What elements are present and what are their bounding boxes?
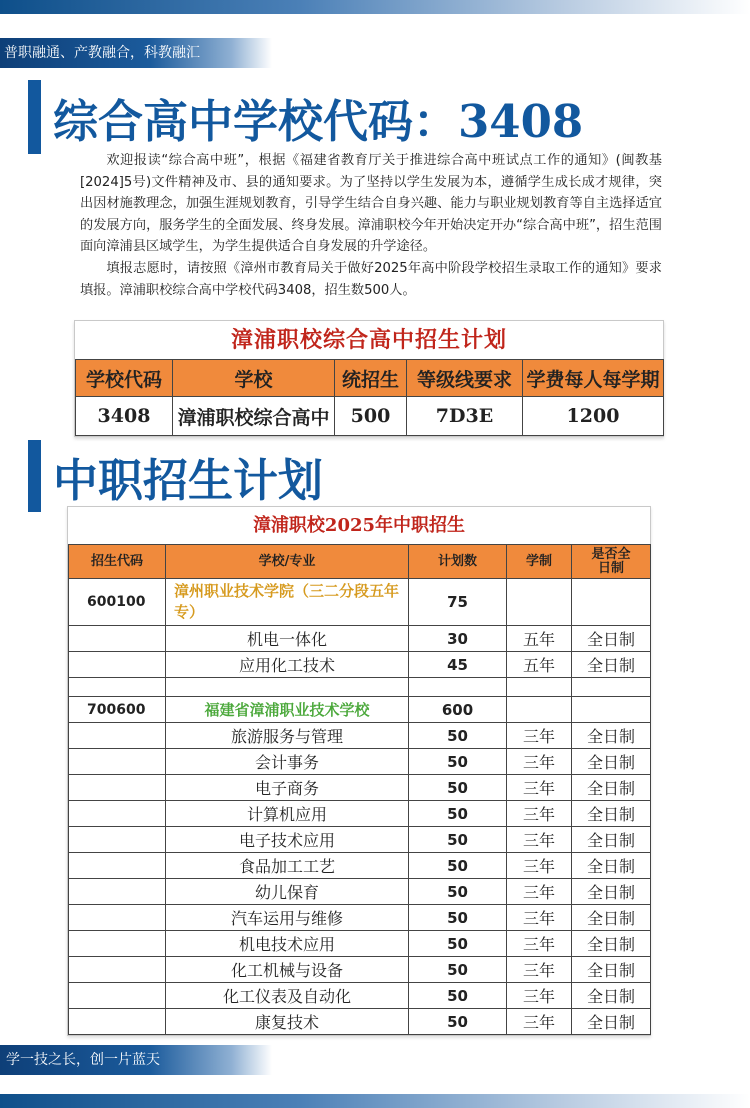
top-decor-stripe (0, 0, 750, 14)
table-cell (507, 579, 572, 626)
column-header: 学校/专业 (166, 545, 409, 579)
table-cell: 7D3E (407, 397, 523, 436)
major-name: 旅游服务与管理 (166, 723, 409, 749)
major-code (69, 775, 166, 801)
table-title: 漳浦职校综合高中招生计划 (230, 327, 507, 353)
major-plan: 50 (409, 827, 507, 853)
major-years: 三年 (507, 1009, 572, 1035)
major-code (69, 626, 166, 652)
column-header: 学校 (173, 360, 335, 397)
major-code (69, 931, 166, 957)
major-code (69, 879, 166, 905)
major-name: 幼儿保育 (166, 879, 409, 905)
major-plan: 50 (409, 931, 507, 957)
major-code (69, 801, 166, 827)
major-plan: 50 (409, 905, 507, 931)
column-header: 招生代码 (69, 545, 166, 579)
column-header: 学费每人每学期 (523, 360, 664, 397)
major-code (69, 749, 166, 775)
table-header-row (76, 360, 664, 397)
table-cell: 漳浦职校综合高中 (173, 397, 335, 436)
table-row (76, 397, 664, 436)
table-row (69, 827, 651, 853)
major-code (69, 957, 166, 983)
table-row (69, 749, 651, 775)
major-name: 化工机械与设备 (166, 957, 409, 983)
section-heading-comprehensive (28, 80, 583, 154)
table-cell (572, 579, 651, 626)
section-title: 综合高中学校代码：3408 (53, 94, 584, 148)
major-plan: 50 (409, 1009, 507, 1035)
bottom-decor-stripe (0, 1094, 750, 1108)
section-accent-bar (28, 80, 41, 154)
table-cell: 1200 (523, 397, 664, 436)
blank-row (69, 678, 651, 697)
school-plan: 600 (409, 697, 507, 723)
major-fulltime: 全日制 (572, 905, 651, 931)
major-fulltime: 全日制 (572, 879, 651, 905)
column-header: 学校代码 (76, 360, 173, 397)
major-name: 应用化工技术 (166, 652, 409, 678)
table-cell: 500 (335, 397, 407, 436)
major-fulltime: 全日制 (572, 1009, 651, 1035)
bottom-slogan-banner: 学一技之长，创一片蓝天 (0, 1045, 272, 1075)
major-plan: 45 (409, 652, 507, 678)
intro-paragraph: 欢迎报读“综合高中班”，根据《福建省教育厅关于推进综合高中班试点工作的通知》(闽教基[2024]5号)文件精神及市、县的通知要求。为了坚持以学生发展为本，遵循学生成长成才规律，突出因材施教理念，加强生涯规划教育，引导学生结合自身兴趣、能力与职业规划教育等自主选择适宜的发展方向，服务学生的全面发展、终身发展。漳浦职校今年开始决定开办“综合高中班”，招生范围面向漳浦县区域学生，为学生提供适合自身发展的升学途径。 (80, 153, 662, 255)
table-cell: 3408 (76, 397, 173, 436)
table-row (69, 652, 651, 678)
column-header-text: 是否全日制 (591, 546, 631, 576)
major-name: 食品加工工艺 (166, 853, 409, 879)
table-row (69, 905, 651, 931)
major-years: 三年 (507, 775, 572, 801)
table-row (69, 626, 651, 652)
major-years: 三年 (507, 931, 572, 957)
major-name: 计算机应用 (166, 801, 409, 827)
major-fulltime: 全日制 (572, 827, 651, 853)
major-code (69, 983, 166, 1009)
major-fulltime: 全日制 (572, 983, 651, 1009)
table-cell (166, 678, 409, 697)
major-plan: 50 (409, 801, 507, 827)
table-cell (69, 678, 166, 697)
major-name: 机电一体化 (166, 626, 409, 652)
section-title: 中职招生计划 (53, 453, 324, 507)
major-code (69, 723, 166, 749)
major-plan: 50 (409, 723, 507, 749)
major-fulltime: 全日制 (572, 957, 651, 983)
school-name: 福建省漳浦职业技术学校 (166, 697, 409, 723)
school-code: 600100 (69, 579, 166, 626)
table-row (69, 775, 651, 801)
major-fulltime: 全日制 (572, 853, 651, 879)
table-cell (572, 697, 651, 723)
major-years: 三年 (507, 905, 572, 931)
major-fulltime: 全日制 (572, 801, 651, 827)
table-title: 漳浦职校2025年中职招生 (252, 515, 466, 536)
major-name: 机电技术应用 (166, 931, 409, 957)
column-header (572, 545, 651, 579)
major-years: 三年 (507, 801, 572, 827)
major-plan: 50 (409, 775, 507, 801)
major-name: 康复技术 (166, 1009, 409, 1035)
major-fulltime: 全日制 (572, 723, 651, 749)
major-name: 电子商务 (166, 775, 409, 801)
major-years: 三年 (507, 723, 572, 749)
major-fulltime: 全日制 (572, 931, 651, 957)
major-fulltime: 全日制 (572, 652, 651, 678)
column-header: 等级线要求 (407, 360, 523, 397)
major-years: 三年 (507, 983, 572, 1009)
major-name: 化工仪表及自动化 (166, 983, 409, 1009)
intro-paragraph: 填报志愿时，请按照《漳州市教育局关于做好2025年高中阶段学校招生录取工作的通知》要求填报。漳浦职校综合高中学校代码3408，招生数500人。 (80, 260, 662, 298)
major-years: 五年 (507, 626, 572, 652)
table-row (69, 879, 651, 905)
top-slogan-banner: 普职融通、产教融合，科教融汇 (0, 38, 272, 68)
major-plan: 50 (409, 853, 507, 879)
major-years: 三年 (507, 827, 572, 853)
column-header: 计划数 (409, 545, 507, 579)
major-name: 电子技术应用 (166, 827, 409, 853)
table-row (69, 957, 651, 983)
table-row (69, 723, 651, 749)
column-header: 学制 (507, 545, 572, 579)
major-code (69, 853, 166, 879)
major-fulltime: 全日制 (572, 749, 651, 775)
major-years: 三年 (507, 749, 572, 775)
major-name: 汽车运用与维修 (166, 905, 409, 931)
major-plan: 50 (409, 957, 507, 983)
major-years: 三年 (507, 853, 572, 879)
major-years: 五年 (507, 652, 572, 678)
table-row (69, 1009, 651, 1035)
major-name: 会计事务 (166, 749, 409, 775)
major-code (69, 905, 166, 931)
school-code: 700600 (69, 697, 166, 723)
school-row (69, 579, 651, 626)
table-cell (572, 678, 651, 697)
major-plan: 30 (409, 626, 507, 652)
table-cell (409, 678, 507, 697)
school-name: 漳州职业技术学院（三二分段五年专） (166, 579, 409, 626)
school-plan: 75 (409, 579, 507, 626)
table-cell (507, 697, 572, 723)
table-cell (507, 678, 572, 697)
vocational-plan-table (67, 506, 651, 1036)
table-row (69, 801, 651, 827)
major-plan: 50 (409, 749, 507, 775)
major-code (69, 652, 166, 678)
section-heading-vocational (28, 440, 323, 512)
major-fulltime: 全日制 (572, 626, 651, 652)
table-row (69, 853, 651, 879)
table-header-row (69, 545, 651, 579)
major-years: 三年 (507, 957, 572, 983)
school-row (69, 697, 651, 723)
major-code (69, 827, 166, 853)
table-row (69, 983, 651, 1009)
comprehensive-plan-table (74, 320, 664, 437)
major-fulltime: 全日制 (572, 775, 651, 801)
major-years: 三年 (507, 879, 572, 905)
intro-text (80, 150, 662, 301)
section-accent-bar (28, 440, 41, 512)
major-code (69, 1009, 166, 1035)
table-row (69, 931, 651, 957)
major-plan: 50 (409, 983, 507, 1009)
major-plan: 50 (409, 879, 507, 905)
column-header: 统招生 (335, 360, 407, 397)
